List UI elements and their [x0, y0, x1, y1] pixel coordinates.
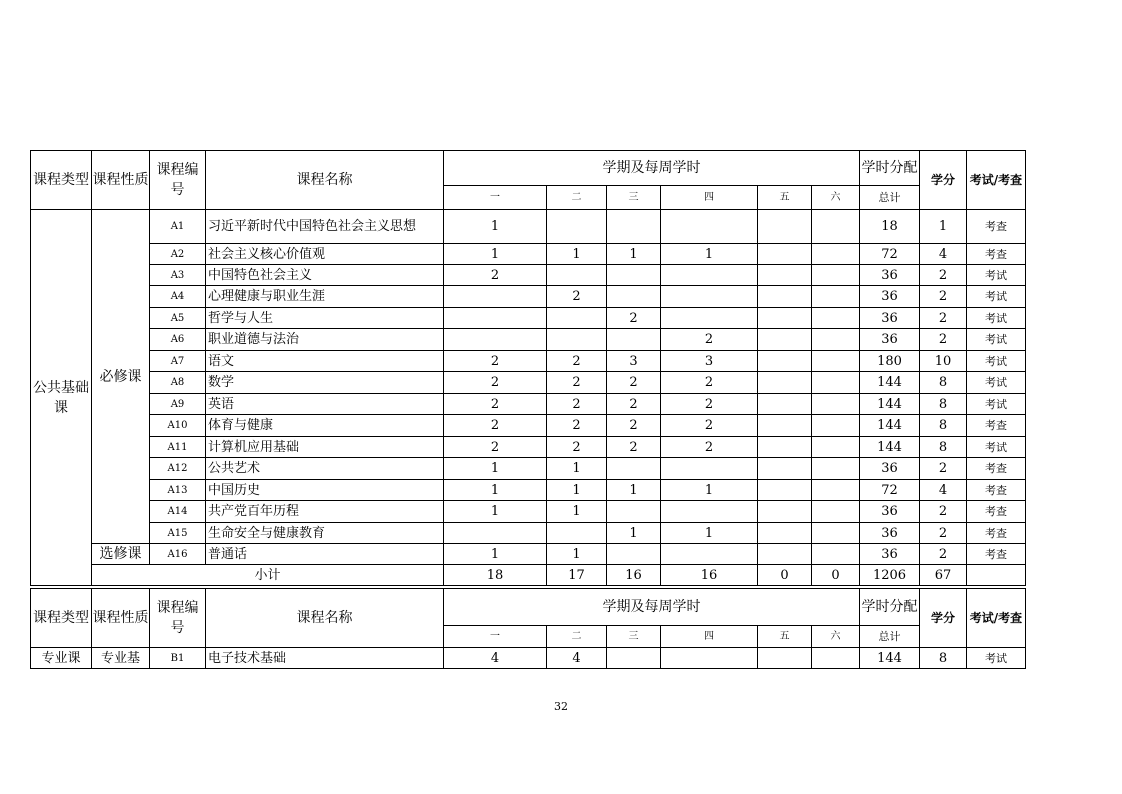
header-course-code: 课程编号: [150, 589, 206, 648]
semester-hours: [661, 265, 758, 286]
credits: 2: [920, 544, 967, 565]
course-code: A2: [150, 244, 206, 265]
hours-total: 144: [860, 415, 920, 437]
semester-hours: [661, 648, 758, 669]
nature-professional-basic: 专业基: [92, 648, 150, 669]
subtotal-semester-hours: 16: [661, 565, 758, 586]
course-code: A5: [150, 308, 206, 329]
course-code: A1: [150, 210, 206, 244]
table-row: [31, 394, 1026, 415]
course-name: 中国历史: [206, 480, 444, 501]
header-course-nature: 课程性质: [92, 589, 150, 648]
semester-hours: [758, 265, 812, 286]
semester-hours: [661, 286, 758, 308]
credits: 2: [920, 308, 967, 329]
semester-hours: 2: [607, 308, 661, 329]
table-row: [31, 265, 1026, 286]
header-semester-5: 五: [758, 186, 812, 210]
header-semesters: 学期及每周学时: [444, 589, 860, 626]
credits: 8: [920, 372, 967, 394]
credits: 2: [920, 458, 967, 480]
semester-hours: 2: [661, 372, 758, 394]
subtotal-semester-hours: 17: [547, 565, 607, 586]
hours-total: 36: [860, 458, 920, 480]
semester-hours: [661, 308, 758, 329]
semester-hours: [812, 415, 860, 437]
semester-hours: [812, 480, 860, 501]
semester-hours: 2: [607, 372, 661, 394]
header-semester-5: 五: [758, 626, 812, 648]
semester-hours: 2: [661, 329, 758, 351]
semester-hours: [812, 523, 860, 544]
course-code: A13: [150, 480, 206, 501]
course-name: 计算机应用基础: [206, 437, 444, 458]
semester-hours: [607, 648, 661, 669]
semester-hours: [812, 210, 860, 244]
header-semester-6: 六: [812, 186, 860, 210]
semester-hours: 3: [607, 351, 661, 372]
header-assessment: 考试/考查: [967, 589, 1026, 648]
course-code: A11: [150, 437, 206, 458]
credits: 4: [920, 244, 967, 265]
semester-hours: 1: [547, 480, 607, 501]
header-semesters: 学期及每周学时: [444, 151, 860, 186]
course-table-continued: [30, 588, 1026, 669]
semester-hours: [661, 458, 758, 480]
nature-elective: 选修课: [92, 544, 150, 565]
semester-hours: [444, 308, 547, 329]
semester-hours: 2: [607, 437, 661, 458]
semester-hours: 2: [607, 415, 661, 437]
course-code: A15: [150, 523, 206, 544]
credits: 2: [920, 265, 967, 286]
header-course-type: 课程类型: [31, 589, 92, 648]
credits: 8: [920, 437, 967, 458]
semester-hours: 2: [607, 394, 661, 415]
header-semester-3: 三: [607, 186, 661, 210]
course-type-public: 公共基础课: [31, 210, 92, 586]
header-hours-total: 总计: [860, 186, 920, 210]
course-code: A6: [150, 329, 206, 351]
course-name: 语文: [206, 351, 444, 372]
course-code: A12: [150, 458, 206, 480]
page-number: 32: [554, 700, 568, 713]
semester-hours: 4: [444, 648, 547, 669]
assessment: 考试: [967, 286, 1026, 308]
table-row: [31, 308, 1026, 329]
semester-hours: 2: [444, 265, 547, 286]
subtotal-semester-hours: 0: [812, 565, 860, 586]
table-row: [31, 523, 1026, 544]
course-name: 职业道德与法治: [206, 329, 444, 351]
semester-hours: 2: [547, 394, 607, 415]
hours-total: 36: [860, 265, 920, 286]
credits: 1: [920, 210, 967, 244]
course-code: A8: [150, 372, 206, 394]
assessment: 考查: [967, 458, 1026, 480]
semester-hours: 1: [444, 244, 547, 265]
semester-hours: 1: [444, 480, 547, 501]
hours-total: 36: [860, 329, 920, 351]
assessment: 考查: [967, 501, 1026, 523]
semester-hours: 1: [547, 458, 607, 480]
subtotal-credits: 67: [920, 565, 967, 586]
semester-hours: [607, 458, 661, 480]
assessment: 考试: [967, 265, 1026, 286]
header-semester-4: 四: [661, 626, 758, 648]
semester-hours: [812, 648, 860, 669]
semester-hours: [812, 394, 860, 415]
semester-hours: 3: [661, 351, 758, 372]
course-name: 共产党百年历程: [206, 501, 444, 523]
semester-hours: [758, 372, 812, 394]
header-credits: 学分: [920, 151, 967, 210]
semester-hours: [758, 329, 812, 351]
semester-hours: [607, 501, 661, 523]
semester-hours: [758, 394, 812, 415]
semester-hours: 1: [661, 244, 758, 265]
course-code: B1: [150, 648, 206, 669]
semester-hours: [547, 523, 607, 544]
header-semester-2: 二: [547, 186, 607, 210]
semester-hours: [812, 544, 860, 565]
semester-hours: [607, 286, 661, 308]
table-row: [31, 480, 1026, 501]
semester-hours: 2: [444, 437, 547, 458]
table-row: [31, 415, 1026, 437]
course-name: 习近平新时代中国特色社会主义思想: [206, 210, 444, 244]
table-row: [31, 544, 1026, 565]
semester-hours: [812, 458, 860, 480]
credits: 8: [920, 415, 967, 437]
semester-hours: [758, 523, 812, 544]
semester-hours: 1: [444, 544, 547, 565]
semester-hours: 2: [444, 394, 547, 415]
semester-hours: [607, 210, 661, 244]
semester-hours: 2: [547, 286, 607, 308]
assessment: 考试: [967, 372, 1026, 394]
semester-hours: 1: [547, 544, 607, 565]
semester-hours: 2: [444, 415, 547, 437]
semester-hours: [547, 210, 607, 244]
assessment: 考试: [967, 329, 1026, 351]
table-row: [31, 437, 1026, 458]
course-name: 电子技术基础: [206, 648, 444, 669]
semester-hours: [812, 437, 860, 458]
table-row: [31, 244, 1026, 265]
semester-hours: [758, 351, 812, 372]
course-name: 数学: [206, 372, 444, 394]
semester-hours: [758, 308, 812, 329]
semester-hours: [758, 286, 812, 308]
semester-hours: [607, 265, 661, 286]
course-name: 社会主义核心价值观: [206, 244, 444, 265]
semester-hours: [444, 329, 547, 351]
semester-hours: [758, 415, 812, 437]
credits: 2: [920, 329, 967, 351]
subtotal-semester-hours: 18: [444, 565, 547, 586]
header-credits: 学分: [920, 589, 967, 648]
credits: 4: [920, 480, 967, 501]
semester-hours: 1: [607, 480, 661, 501]
semester-hours: [661, 501, 758, 523]
header-course-name: 课程名称: [206, 589, 444, 648]
table-row: [31, 351, 1026, 372]
semester-hours: 2: [547, 415, 607, 437]
course-code: A10: [150, 415, 206, 437]
assessment: 考试: [967, 437, 1026, 458]
hours-total: 36: [860, 308, 920, 329]
table-row: [31, 458, 1026, 480]
semester-hours: [607, 544, 661, 565]
course-name: 普通话: [206, 544, 444, 565]
header-course-type: 课程类型: [31, 151, 92, 210]
semester-hours: 1: [607, 244, 661, 265]
semester-hours: 2: [661, 437, 758, 458]
semester-hours: [812, 308, 860, 329]
semester-hours: [758, 244, 812, 265]
semester-hours: [812, 372, 860, 394]
assessment: 考查: [967, 210, 1026, 244]
semester-hours: [812, 244, 860, 265]
semester-hours: 2: [661, 394, 758, 415]
course-type-professional: 专业课: [31, 648, 92, 669]
semester-hours: 2: [661, 415, 758, 437]
semester-hours: [812, 329, 860, 351]
semester-hours: 1: [547, 501, 607, 523]
header-assessment: 考试/考查: [967, 151, 1026, 210]
subtotal-hours-total: 1206: [860, 565, 920, 586]
course-name: 哲学与人生: [206, 308, 444, 329]
semester-hours: [812, 351, 860, 372]
table-row: [31, 501, 1026, 523]
table-row: [31, 210, 1026, 244]
semester-hours: [547, 308, 607, 329]
table-row: [31, 286, 1026, 308]
table-row: [31, 372, 1026, 394]
header-semester-6: 六: [812, 626, 860, 648]
subtotal-semester-hours: 16: [607, 565, 661, 586]
semester-hours: [547, 329, 607, 351]
assessment: 考试: [967, 351, 1026, 372]
semester-hours: [812, 286, 860, 308]
credits: 10: [920, 351, 967, 372]
course-name: 公共艺术: [206, 458, 444, 480]
subtotal-label: 小计: [92, 565, 444, 586]
hours-total: 144: [860, 648, 920, 669]
semester-hours: 1: [607, 523, 661, 544]
semester-hours: [607, 329, 661, 351]
course-code: A14: [150, 501, 206, 523]
header-course-nature: 课程性质: [92, 151, 150, 210]
header-semester-1: 一: [444, 626, 547, 648]
semester-hours: 1: [444, 458, 547, 480]
semester-hours: [661, 210, 758, 244]
subtotal-row: [31, 565, 1026, 586]
course-code: A9: [150, 394, 206, 415]
header-hours-total: 总计: [860, 626, 920, 648]
assessment: 考查: [967, 480, 1026, 501]
credits: 2: [920, 501, 967, 523]
assessment: 考查: [967, 523, 1026, 544]
semester-hours: [758, 501, 812, 523]
header-hours: 学时分配: [860, 151, 920, 186]
course-code: A4: [150, 286, 206, 308]
hours-total: 36: [860, 523, 920, 544]
header-semester-2: 二: [547, 626, 607, 648]
header-semester-3: 三: [607, 626, 661, 648]
header-semester-1: 一: [444, 186, 547, 210]
course-name: 体育与健康: [206, 415, 444, 437]
semester-hours: 1: [444, 210, 547, 244]
nature-required: 必修课: [92, 210, 150, 544]
semester-hours: 1: [444, 501, 547, 523]
table-row: [31, 329, 1026, 351]
course-code: A16: [150, 544, 206, 565]
course-name: 英语: [206, 394, 444, 415]
header-course-name: 课程名称: [206, 151, 444, 210]
semester-hours: [758, 437, 812, 458]
semester-hours: [812, 265, 860, 286]
credits: 8: [920, 648, 967, 669]
semester-hours: [758, 458, 812, 480]
semester-hours: [758, 210, 812, 244]
credits: 8: [920, 394, 967, 415]
hours-total: 144: [860, 437, 920, 458]
assessment: 考试: [967, 308, 1026, 329]
semester-hours: [758, 480, 812, 501]
hours-total: 72: [860, 480, 920, 501]
semester-hours: [444, 523, 547, 544]
assessment: 考查: [967, 544, 1026, 565]
subtotal-assessment: [967, 565, 1026, 586]
course-name: 心理健康与职业生涯: [206, 286, 444, 308]
assessment: 考试: [967, 394, 1026, 415]
credits: 2: [920, 286, 967, 308]
semester-hours: [444, 286, 547, 308]
subtotal-semester-hours: 0: [758, 565, 812, 586]
assessment: 考试: [967, 648, 1026, 669]
semester-hours: 1: [661, 480, 758, 501]
hours-total: 36: [860, 286, 920, 308]
semester-hours: 4: [547, 648, 607, 669]
course-name: 中国特色社会主义: [206, 265, 444, 286]
hours-total: 36: [860, 544, 920, 565]
semester-hours: [812, 501, 860, 523]
hours-total: 180: [860, 351, 920, 372]
semester-hours: 2: [547, 437, 607, 458]
semester-hours: 1: [547, 244, 607, 265]
semester-hours: [758, 544, 812, 565]
hours-total: 18: [860, 210, 920, 244]
semester-hours: 1: [661, 523, 758, 544]
course-code: A7: [150, 351, 206, 372]
table-row: [31, 648, 1026, 669]
hours-total: 144: [860, 372, 920, 394]
course-code: A3: [150, 265, 206, 286]
semester-hours: 2: [444, 372, 547, 394]
assessment: 考查: [967, 415, 1026, 437]
semester-hours: 2: [444, 351, 547, 372]
semester-hours: [547, 265, 607, 286]
hours-total: 36: [860, 501, 920, 523]
semester-hours: 2: [547, 372, 607, 394]
semester-hours: 2: [547, 351, 607, 372]
semester-hours: [661, 544, 758, 565]
semester-hours: [758, 648, 812, 669]
course-name: 生命安全与健康教育: [206, 523, 444, 544]
header-hours: 学时分配: [860, 589, 920, 626]
course-table: [30, 150, 1026, 586]
credits: 2: [920, 523, 967, 544]
header-course-code: 课程编号: [150, 151, 206, 210]
hours-total: 72: [860, 244, 920, 265]
header-semester-4: 四: [661, 186, 758, 210]
hours-total: 144: [860, 394, 920, 415]
assessment: 考查: [967, 244, 1026, 265]
